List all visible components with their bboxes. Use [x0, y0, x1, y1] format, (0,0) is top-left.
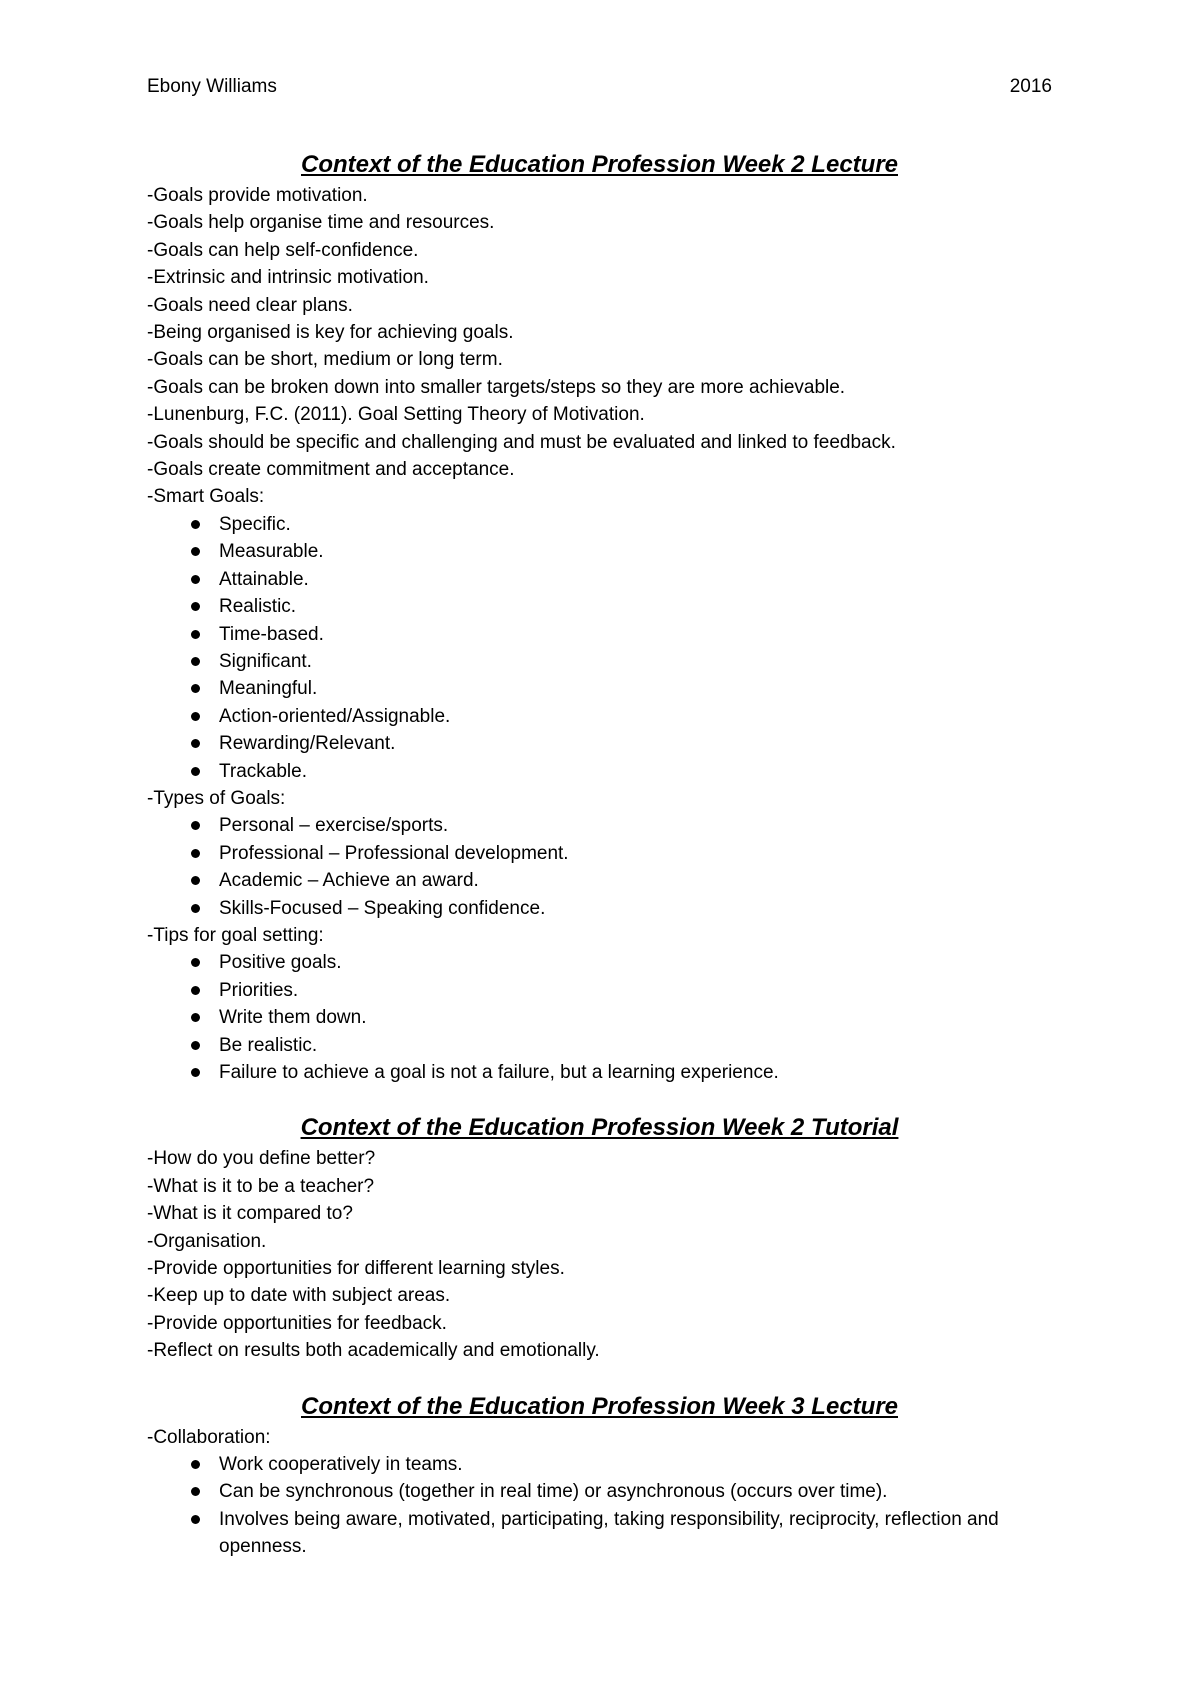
- section-3: [147, 1390, 1052, 1561]
- bullet-icon: [191, 630, 200, 639]
- note-line: -Keep up to date with subject areas.: [147, 1285, 451, 1307]
- page-header: [147, 74, 1052, 100]
- bullet-text: Work cooperatively in teams.: [219, 1454, 463, 1476]
- note-line: -Being organised is key for achieving goals.: [147, 322, 514, 344]
- bullet-icon: [191, 849, 200, 858]
- bullet-item: [147, 977, 1052, 1004]
- bullet-item: [147, 949, 1052, 976]
- bullet-icon: [191, 1460, 200, 1469]
- section-gap: [147, 1365, 1052, 1390]
- bullet-text: Priorities.: [219, 979, 299, 1001]
- bullet-icon: [191, 1515, 200, 1524]
- note-line: -Smart Goals:: [147, 486, 265, 508]
- bullet-text: Realistic.: [219, 596, 297, 618]
- author-name: Ebony Williams: [147, 76, 277, 97]
- bullet-item: [147, 566, 1052, 593]
- bullet-text: Write them down.: [219, 1007, 367, 1029]
- bullet-icon: [191, 712, 200, 721]
- bullet-list: [147, 1451, 1052, 1561]
- document-body: [147, 148, 1052, 1561]
- note-line: -Goals should be specific and challenging and must be evaluated and linked to feedback.: [147, 431, 896, 453]
- bullet-item: [147, 895, 1052, 922]
- bullet-icon: [191, 821, 200, 830]
- bullet-item: [147, 703, 1052, 730]
- bullet-text: Professional – Professional development.: [219, 842, 569, 864]
- section-1: [147, 148, 1052, 1086]
- bullet-text: Academic – Achieve an award.: [219, 870, 479, 892]
- bullet-text: Personal – exercise/sports.: [219, 815, 449, 837]
- note-line: -What is it to be a teacher?: [147, 1175, 375, 1197]
- section-heading: Context of the Education Profession Week 2 Lecture: [301, 151, 898, 178]
- note-line: -Goals create commitment and acceptance.: [147, 459, 515, 481]
- bullet-item: [147, 758, 1052, 785]
- bullet-item: [147, 1004, 1052, 1031]
- section-heading: Context of the Education Profession Week 3 Lecture: [301, 1392, 898, 1420]
- note-line: -Goals provide motivation.: [147, 185, 368, 206]
- bullet-list: [147, 949, 1052, 1086]
- bullet-text: Meaningful.: [219, 678, 318, 700]
- note-line: -Goals can be short, medium or long term.: [147, 349, 503, 371]
- bullet-icon: [191, 767, 200, 776]
- bullet-item: [147, 648, 1052, 675]
- bullet-item: [147, 1478, 1052, 1505]
- note-line: -Reflect on results both academically and emotionally.: [147, 1340, 600, 1362]
- bullet-item: [147, 538, 1052, 565]
- bullet-text: Positive goals.: [219, 952, 342, 974]
- bullet-icon: [191, 547, 200, 556]
- bullet-icon: [191, 1013, 200, 1022]
- bullet-item: [147, 621, 1052, 648]
- note-line: -Goals need clear plans.: [147, 294, 353, 316]
- note-line: -Tips for goal setting:: [147, 924, 324, 946]
- bullet-icon: [191, 602, 200, 611]
- bullet-text: Attainable.: [219, 568, 309, 590]
- bullet-text: Be realistic.: [219, 1034, 318, 1056]
- note-line: -Organisation.: [147, 1230, 267, 1252]
- bullet-icon: [191, 657, 200, 666]
- bullet-icon: [191, 684, 200, 693]
- bullet-item: [147, 593, 1052, 620]
- bullet-text: Significant.: [219, 650, 312, 672]
- bullet-item: [147, 812, 1052, 839]
- bullet-icon: [191, 575, 200, 584]
- bullet-icon: [191, 520, 200, 529]
- bullet-text: Involves being aware, motivated, participating, taking responsibility, reciprocity, reflection and openness.: [219, 1508, 999, 1558]
- bullet-item: [147, 511, 1052, 538]
- bullet-item: [147, 1506, 1052, 1561]
- bullet-icon: [191, 1068, 200, 1077]
- section-gap: [147, 1086, 1052, 1111]
- note-line: -Collaboration:: [147, 1426, 271, 1448]
- header-year: 2016: [1009, 76, 1052, 97]
- bullet-item: [147, 840, 1052, 867]
- bullet-text: Measurable.: [219, 541, 324, 563]
- section-heading: Context of the Education Profession Week 2 Tutorial: [300, 1114, 899, 1142]
- bullet-icon: [191, 958, 200, 967]
- bullet-item: [147, 867, 1052, 894]
- bullet-icon: [191, 986, 200, 995]
- bullet-item: [147, 1451, 1052, 1478]
- note-line: -Goals help organise time and resources.: [147, 212, 495, 234]
- note-line: -How do you define better?: [147, 1148, 376, 1170]
- note-line: -Goals can help self-confidence.: [147, 239, 419, 261]
- note-line: -What is it compared to?: [147, 1203, 353, 1225]
- bullet-icon: [191, 904, 200, 913]
- bullet-text: Rewarding/Relevant.: [219, 733, 396, 755]
- bullet-item: [147, 730, 1052, 757]
- bullet-text: Skills-Focused – Speaking confidence.: [219, 897, 546, 919]
- note-line: -Provide opportunities for feedback.: [147, 1312, 447, 1334]
- bullet-item: [147, 1032, 1052, 1059]
- bullet-icon: [191, 1041, 200, 1050]
- note-line: -Types of Goals:: [147, 787, 286, 809]
- bullet-item: [147, 675, 1052, 702]
- note-line: -Provide opportunities for different learning styles.: [147, 1258, 565, 1280]
- bullet-list: [147, 511, 1052, 785]
- bullet-item: [147, 1059, 1052, 1086]
- bullet-text: Can be synchronous (together in real time) or asynchronous (occurs over time).: [219, 1481, 888, 1503]
- bullet-list: [147, 812, 1052, 922]
- bullet-text: Failure to achieve a goal is not a failure, but a learning experience.: [219, 1062, 779, 1083]
- note-line: -Goals can be broken down into smaller targets/steps so they are more achievable.: [147, 376, 846, 398]
- bullet-text: Action-oriented/Assignable.: [219, 705, 451, 727]
- bullet-icon: [191, 1487, 200, 1496]
- bullet-icon: [191, 876, 200, 885]
- bullet-text: Trackable.: [219, 760, 307, 782]
- bullet-text: Time-based.: [219, 623, 324, 645]
- bullet-icon: [191, 739, 200, 748]
- note-line: -Extrinsic and intrinsic motivation.: [147, 267, 429, 289]
- bullet-text: Specific.: [219, 513, 291, 535]
- section-2: [147, 1111, 1052, 1364]
- note-line: -Lunenburg, F.C. (2011). Goal Setting Theory of Motivation.: [147, 404, 645, 426]
